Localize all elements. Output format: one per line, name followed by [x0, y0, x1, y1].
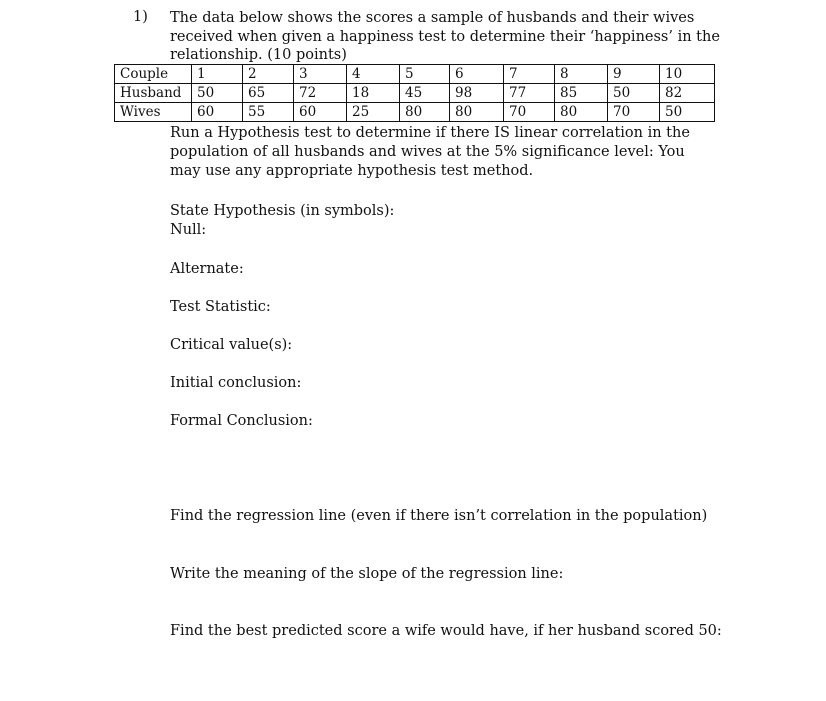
table-cell: 55 — [243, 103, 294, 122]
question-intro: The data below shows the scores a sample of husbands and their wives received when given a happiness test to determine their ‘happiness’ in the relationship. (10 points) — [170, 10, 720, 63]
table-cell: 50 — [660, 103, 715, 122]
table-cell: 60 — [192, 103, 243, 122]
table-cell: 4 — [347, 65, 400, 84]
table-cell: 65 — [243, 84, 294, 103]
table-cell: 9 — [608, 65, 660, 84]
table-cell: 77 — [504, 84, 555, 103]
table-cell: 98 — [450, 84, 504, 103]
critical-values-prompt: Critical value(s): — [170, 337, 293, 353]
table-cell: 80 — [450, 103, 504, 122]
husband-row — [115, 84, 715, 103]
slope-meaning-prompt: Write the meaning of the slope of the regression line: — [170, 566, 564, 582]
table-cell: 82 — [660, 84, 715, 103]
table-cell: 45 — [400, 84, 450, 103]
question-number: 1) — [133, 9, 148, 25]
table-cell: 70 — [608, 103, 660, 122]
table-cell: 85 — [555, 84, 608, 103]
formal-conclusion-prompt: Formal Conclusion: — [170, 413, 313, 429]
scores-table — [114, 64, 715, 122]
test-statistic-prompt: Test Statistic: — [170, 299, 271, 315]
table-cell: 18 — [347, 84, 400, 103]
wives-row — [115, 103, 715, 122]
table-cell: 2 — [243, 65, 294, 84]
state-hypothesis-prompt: State Hypothesis (in symbols): — [170, 203, 395, 219]
table-cell: 72 — [294, 84, 347, 103]
scores-table-body — [115, 65, 715, 122]
initial-conclusion-prompt: Initial conclusion: — [170, 375, 302, 391]
table-cell: 70 — [504, 103, 555, 122]
table-cell: 25 — [347, 103, 400, 122]
table-cell: 3 — [294, 65, 347, 84]
couple-row — [115, 65, 715, 84]
regression-line-prompt: Find the regression line (even if there isn’t correlation in the population) — [170, 508, 708, 524]
row-label: Couple — [115, 65, 192, 84]
table-cell: 7 — [504, 65, 555, 84]
table-cell: 80 — [400, 103, 450, 122]
table-cell: 50 — [608, 84, 660, 103]
table-cell: 50 — [192, 84, 243, 103]
predicted-score-prompt: Find the best predicted score a wife would have, if her husband scored 50: — [170, 623, 722, 639]
table-cell: 1 — [192, 65, 243, 84]
null-hypothesis-prompt: Null: — [170, 222, 207, 238]
table-cell: 80 — [555, 103, 608, 122]
table-cell: 8 — [555, 65, 608, 84]
table-cell: 5 — [400, 65, 450, 84]
instruction-text: Run a Hypothesis test to determine if there IS linear correlation in the population of all husbands and wives at the 5% significance level: You may use any appropriate hypothesis test method. — [170, 125, 690, 179]
alternate-hypothesis-prompt: Alternate: — [170, 261, 244, 277]
row-label: Wives — [115, 103, 192, 122]
table-cell: 10 — [660, 65, 715, 84]
row-label: Husband — [115, 84, 192, 103]
table-cell: 60 — [294, 103, 347, 122]
table-cell: 6 — [450, 65, 504, 84]
